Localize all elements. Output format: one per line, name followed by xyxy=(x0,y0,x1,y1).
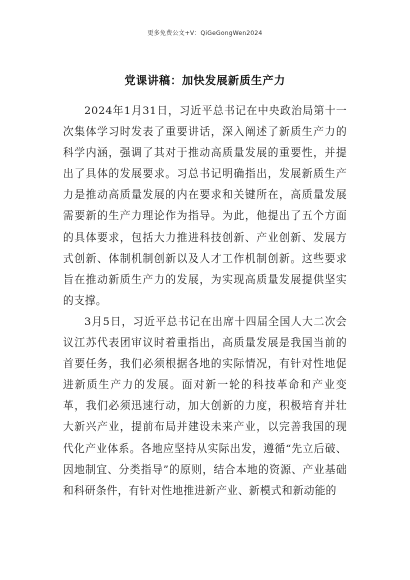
document-title: 党课讲稿：加快发展新质生产力 xyxy=(124,74,286,87)
paragraph: 2024年1月31日，习近平总书记在中央政治局第十一次集体学习时发表了重要讲话，深入阐述了新质生产力的科学内涵，强调了其对于推动高质量发展的重要性，并提出了具体的发展要求。习总书记明确指出，发展新质生产力是推动高质量发展的内在要求和关键所在，高质量发展需要新的生产力理论作为指导。为此，他提出了五个方面的具体要求，包括大力推进科技创新、产业创新、发展方式创新、体制机制创新以及人才工作机制创新。这些要求旨在推动新质生产力的发展，为实现高质量发展提供坚实的支撑。 xyxy=(63,105,347,307)
header-note: 更多免费公文+V：QiGeGongWen2024 xyxy=(147,30,263,37)
paragraph: 3月5日，习近平总书记在出席十四届全国人大二次会议江苏代表团审议时着重指出，高质量发展是我国当前的首要任务，我们必须根据各地的实际情况，有针对性地促进新质生产力的发展。面对新一轮的科技革命和产业变革，我们必须迅速行动，加大创新的力度，积极培育并壮大新兴产业，提前布局并建设未来产业，以完善我国的现代化产业体系。各地应坚持从实际出发，遵循“先立后破、因地制宜、分类指导”的原则，结合本地的资源、产业基础和科研条件，有针对性地推进新产业、新模式和新动能的 xyxy=(63,315,347,497)
document-body xyxy=(63,101,347,502)
